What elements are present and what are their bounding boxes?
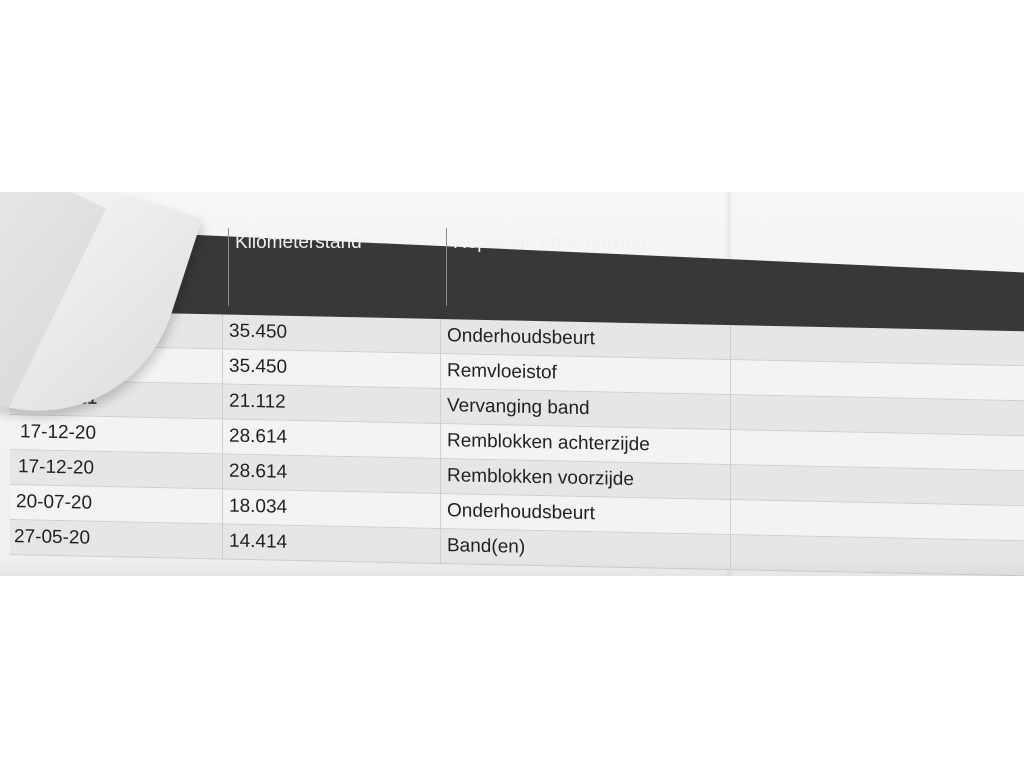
cell-description: Band(en) <box>440 529 730 569</box>
cell-empty <box>730 325 1024 365</box>
cell-empty <box>730 500 1024 540</box>
document-photo <box>0 192 1024 576</box>
cell-mileage: 35.450 <box>222 349 440 388</box>
cell-mileage: 28.614 <box>222 419 440 458</box>
cell-mileage: 28.614 <box>222 454 440 493</box>
cell-empty <box>730 360 1024 400</box>
cell-date: 17-12-20 <box>18 456 95 479</box>
cell-mileage: 14.414 <box>222 524 440 563</box>
header-mileage: Kilometerstand <box>228 228 446 306</box>
cell-date: 17-12-20 <box>20 421 97 444</box>
curled-page-underside <box>0 192 106 415</box>
cell-empty <box>730 465 1024 505</box>
cell-mileage: 18.034 <box>222 489 440 528</box>
cell-description: Remblokken achterzijde <box>440 424 730 464</box>
cell-date: 20-07-20 <box>16 491 93 514</box>
cell-date: 27-05-20 <box>14 526 91 549</box>
header-description: Reparatie omschrijving <box>446 228 736 306</box>
cell-description: Vervanging band <box>440 389 730 429</box>
cell-mileage: 21.112 <box>222 384 440 423</box>
cell-empty <box>730 430 1024 470</box>
cell-description: Remvloeistof <box>440 354 730 394</box>
cell-mileage: 35.450 <box>222 314 440 353</box>
cell-description: Onderhoudsbeurt <box>440 319 730 359</box>
cell-description: Remblokken voorzijde <box>440 459 730 499</box>
cell-description: Onderhoudsbeurt <box>440 494 730 534</box>
page-bottom-shadow <box>0 558 1024 576</box>
cell-empty <box>730 395 1024 435</box>
